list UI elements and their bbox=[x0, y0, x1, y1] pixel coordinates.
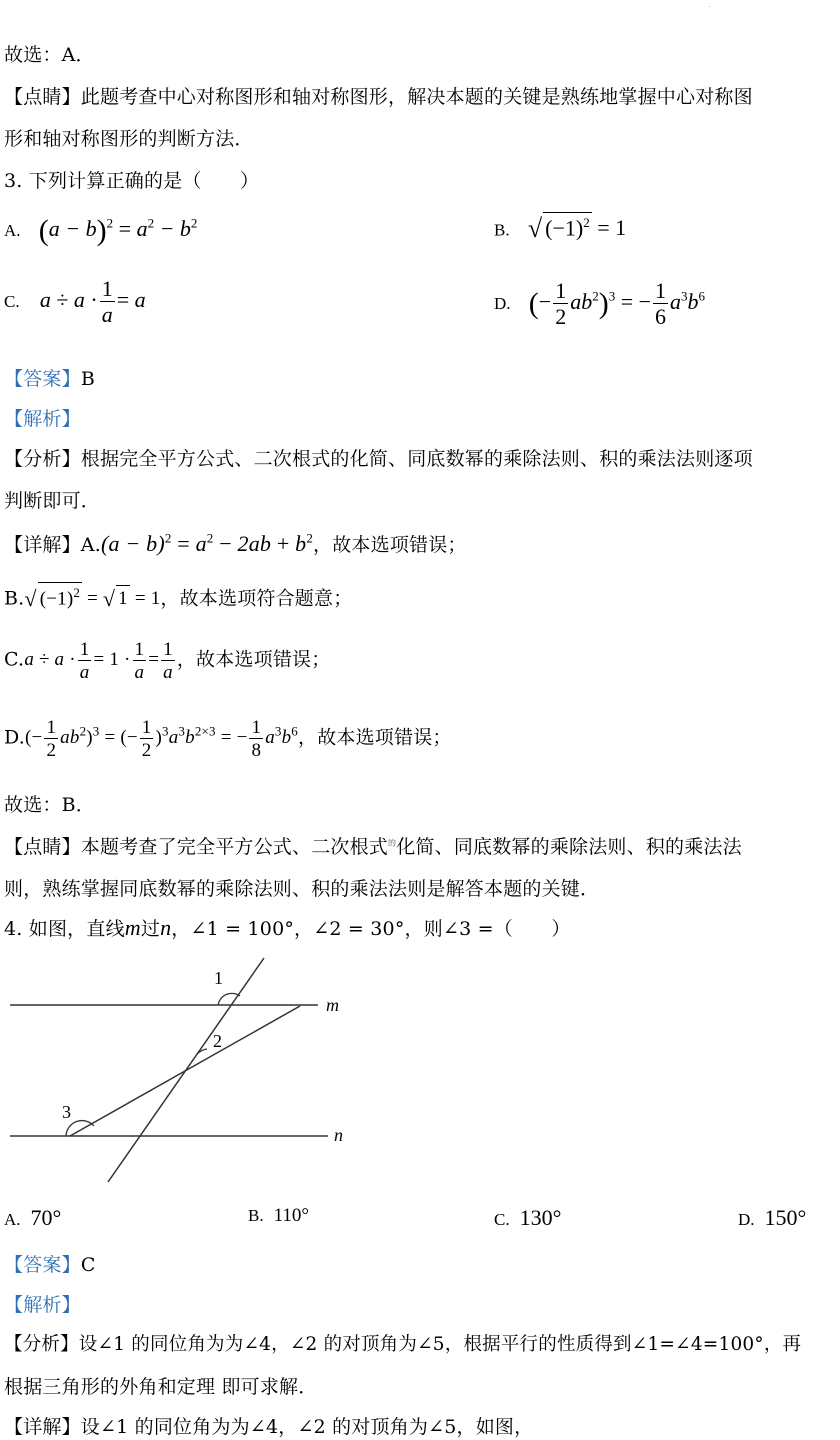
fenxi-3: 【分析】根据完全平方公式、二次根式的化简、同底数幂的乘除法则、积的乘法法则逐项 bbox=[4, 448, 753, 470]
q4-angle2: ∠2 = 30°，则 bbox=[313, 918, 443, 940]
q3-option-b bbox=[494, 212, 626, 244]
q4-option-a-value: 70° bbox=[30, 1205, 62, 1230]
q4-option-c-value: 130° bbox=[519, 1205, 562, 1230]
q4-option-a bbox=[4, 1205, 61, 1231]
answer-4-tag: 【答案】 bbox=[4, 1254, 81, 1276]
label-1: 1 bbox=[214, 968, 223, 988]
xiangjie-3-b-tail: ，故本选项符合题意； bbox=[160, 587, 353, 610]
q4-guo: 过 bbox=[140, 918, 161, 940]
xiangjie-3-d-head: D. bbox=[4, 726, 25, 749]
choose-a-line: 故选：A． bbox=[4, 44, 95, 66]
scan-dot: · bbox=[709, 4, 711, 11]
fenxi-4-cont: 根据三角形的外角和定理 即可求解． bbox=[4, 1376, 318, 1398]
q4-option-d-value: 150° bbox=[764, 1205, 807, 1230]
label-n: n bbox=[334, 1125, 343, 1145]
choose-b-line: 故选：B． bbox=[4, 794, 95, 816]
dianjing-q3-cont: 则，熟练掌握同底数幂的乘除法则、积的乘法法则是解答本题的关键． bbox=[4, 878, 600, 900]
dianjing-q3-part2: 化简、同底数幂的乘除法则、积的乘法法 bbox=[396, 836, 742, 858]
q4-angle3: ∠3 =（ ） bbox=[442, 918, 571, 940]
answer-4-line bbox=[4, 1250, 96, 1277]
label-3: 3 bbox=[62, 1102, 71, 1122]
xiangjie-3-c-tail: ，故本选项错误； bbox=[176, 648, 331, 671]
q4-option-b bbox=[248, 1205, 309, 1227]
xiangjie-3-a-tail: ，故本选项错误； bbox=[313, 534, 467, 556]
q3-option-d-label: D. bbox=[494, 294, 511, 314]
q3-option-d-formula: (− $\frac{1}{2}$ $ab^2)^3$ = − $\frac{1}{6}$ $a^3b^6$ bbox=[528, 278, 706, 329]
q4-option-c-label: C. bbox=[494, 1210, 510, 1229]
xiangjie-3-a-formula: $(a - b)^2 = a^2 - 2ab + b^2$ bbox=[100, 530, 314, 556]
q3-option-a-label: A. bbox=[4, 221, 21, 240]
q4-option-d-label: D. bbox=[738, 1210, 755, 1229]
q3-option-a-formula: $(a - b)^2 = a^2 - b^2$ bbox=[38, 214, 198, 247]
dianjing-q3-part1: 【点睛】本题考查了完全平方公式、二次根式 bbox=[4, 836, 389, 858]
answer-3-line bbox=[4, 364, 95, 391]
question-3-title: 3. 下列计算正确的是（ ） bbox=[4, 170, 260, 192]
jiexi-tag-3: 【解析】 bbox=[4, 408, 81, 430]
xiangjie-3-d bbox=[4, 718, 452, 760]
q3-option-c bbox=[4, 278, 146, 326]
xiangjie-3-b bbox=[4, 582, 352, 612]
q3-option-b-label: B. bbox=[494, 220, 510, 240]
xiangjie-3-b-formula: √ $(-1)^2$ = √ 1 = 1 bbox=[24, 588, 160, 609]
fenxi-4: 【分析】设∠1 的同位角为为∠4，∠2 的对顶角为∠5，根据平行的性质得到∠1=∠4=100°，再 bbox=[4, 1334, 802, 1355]
jiexi-tag-4: 【解析】 bbox=[4, 1294, 81, 1316]
dianjing-q3-note: 的 bbox=[388, 838, 397, 848]
fenxi-3-cont: 判断即可． bbox=[4, 490, 101, 512]
q4-option-a-label: A. bbox=[4, 1210, 21, 1229]
xiangjie-3-label: 【详解】A. bbox=[4, 534, 101, 556]
q3-option-c-label: C. bbox=[4, 292, 20, 312]
xiangjie-3-a bbox=[4, 530, 467, 557]
label-m: m bbox=[326, 995, 339, 1015]
xiangjie-3-c-formula: a ÷ a · $\frac{1}{a}$ = 1 · $\frac{1}{a}$ = $\frac{1}{a}$ bbox=[24, 639, 173, 683]
q3-option-a bbox=[4, 214, 197, 248]
q4-figure bbox=[0, 950, 370, 1190]
slanted-line bbox=[70, 1006, 300, 1136]
angle-1-arc bbox=[218, 993, 240, 1005]
angle-3-arc bbox=[66, 1121, 94, 1136]
q3-option-b-formula: √ $(-1)^2 = 1$ bbox=[528, 215, 626, 240]
xiangjie-3-c-head: C. bbox=[4, 648, 25, 671]
xiangjie-3-d-tail: ，故本选项错误； bbox=[298, 726, 452, 749]
q4-option-b-label: B. bbox=[248, 1206, 264, 1225]
dianjing-q2-cont: 形和轴对称图形的判断方法． bbox=[4, 128, 254, 150]
q4-option-b-value: 110° bbox=[273, 1205, 309, 1226]
xiangjie-3-d-formula: (− $\frac{1}{2}$ $ab^2)^3$ = (− $\frac{1}{2}$ )$^3a^3b^{2\times 3}$ = − $\frac{1}{8}$ $a^3b^6$ bbox=[25, 717, 298, 761]
q3-option-d bbox=[494, 280, 705, 328]
xiangjie-4: 【详解】设∠1 的同位角为为∠4，∠2 的对顶角为∠5，如图， bbox=[4, 1416, 534, 1438]
dianjing-q3 bbox=[4, 832, 742, 859]
xiangjie-3-c bbox=[4, 640, 330, 682]
answer-4-value: C bbox=[80, 1254, 96, 1276]
q4-m: m bbox=[124, 915, 141, 940]
q4-angle1: ，∠1 = 100°， bbox=[171, 918, 314, 940]
question-4-title bbox=[4, 914, 571, 941]
q3-option-c-formula: a ÷ a · $\frac{1}{a}$ = a bbox=[39, 276, 146, 327]
xiangjie-3-b-head: B. bbox=[4, 587, 25, 610]
q4-head: 4. 如图，直线 bbox=[4, 918, 125, 940]
q4-option-c bbox=[494, 1205, 561, 1231]
label-2: 2 bbox=[213, 1031, 222, 1051]
q4-option-d bbox=[738, 1205, 806, 1231]
q4-n: n bbox=[160, 915, 172, 940]
answer-tag: 【答案】 bbox=[4, 368, 81, 390]
dianjing-q2: 【点睛】此题考查中心对称图形和轴对称图形，解决本题的关键是熟练地掌握中心对称图 bbox=[4, 86, 753, 108]
answer-3-value: B bbox=[80, 368, 95, 390]
